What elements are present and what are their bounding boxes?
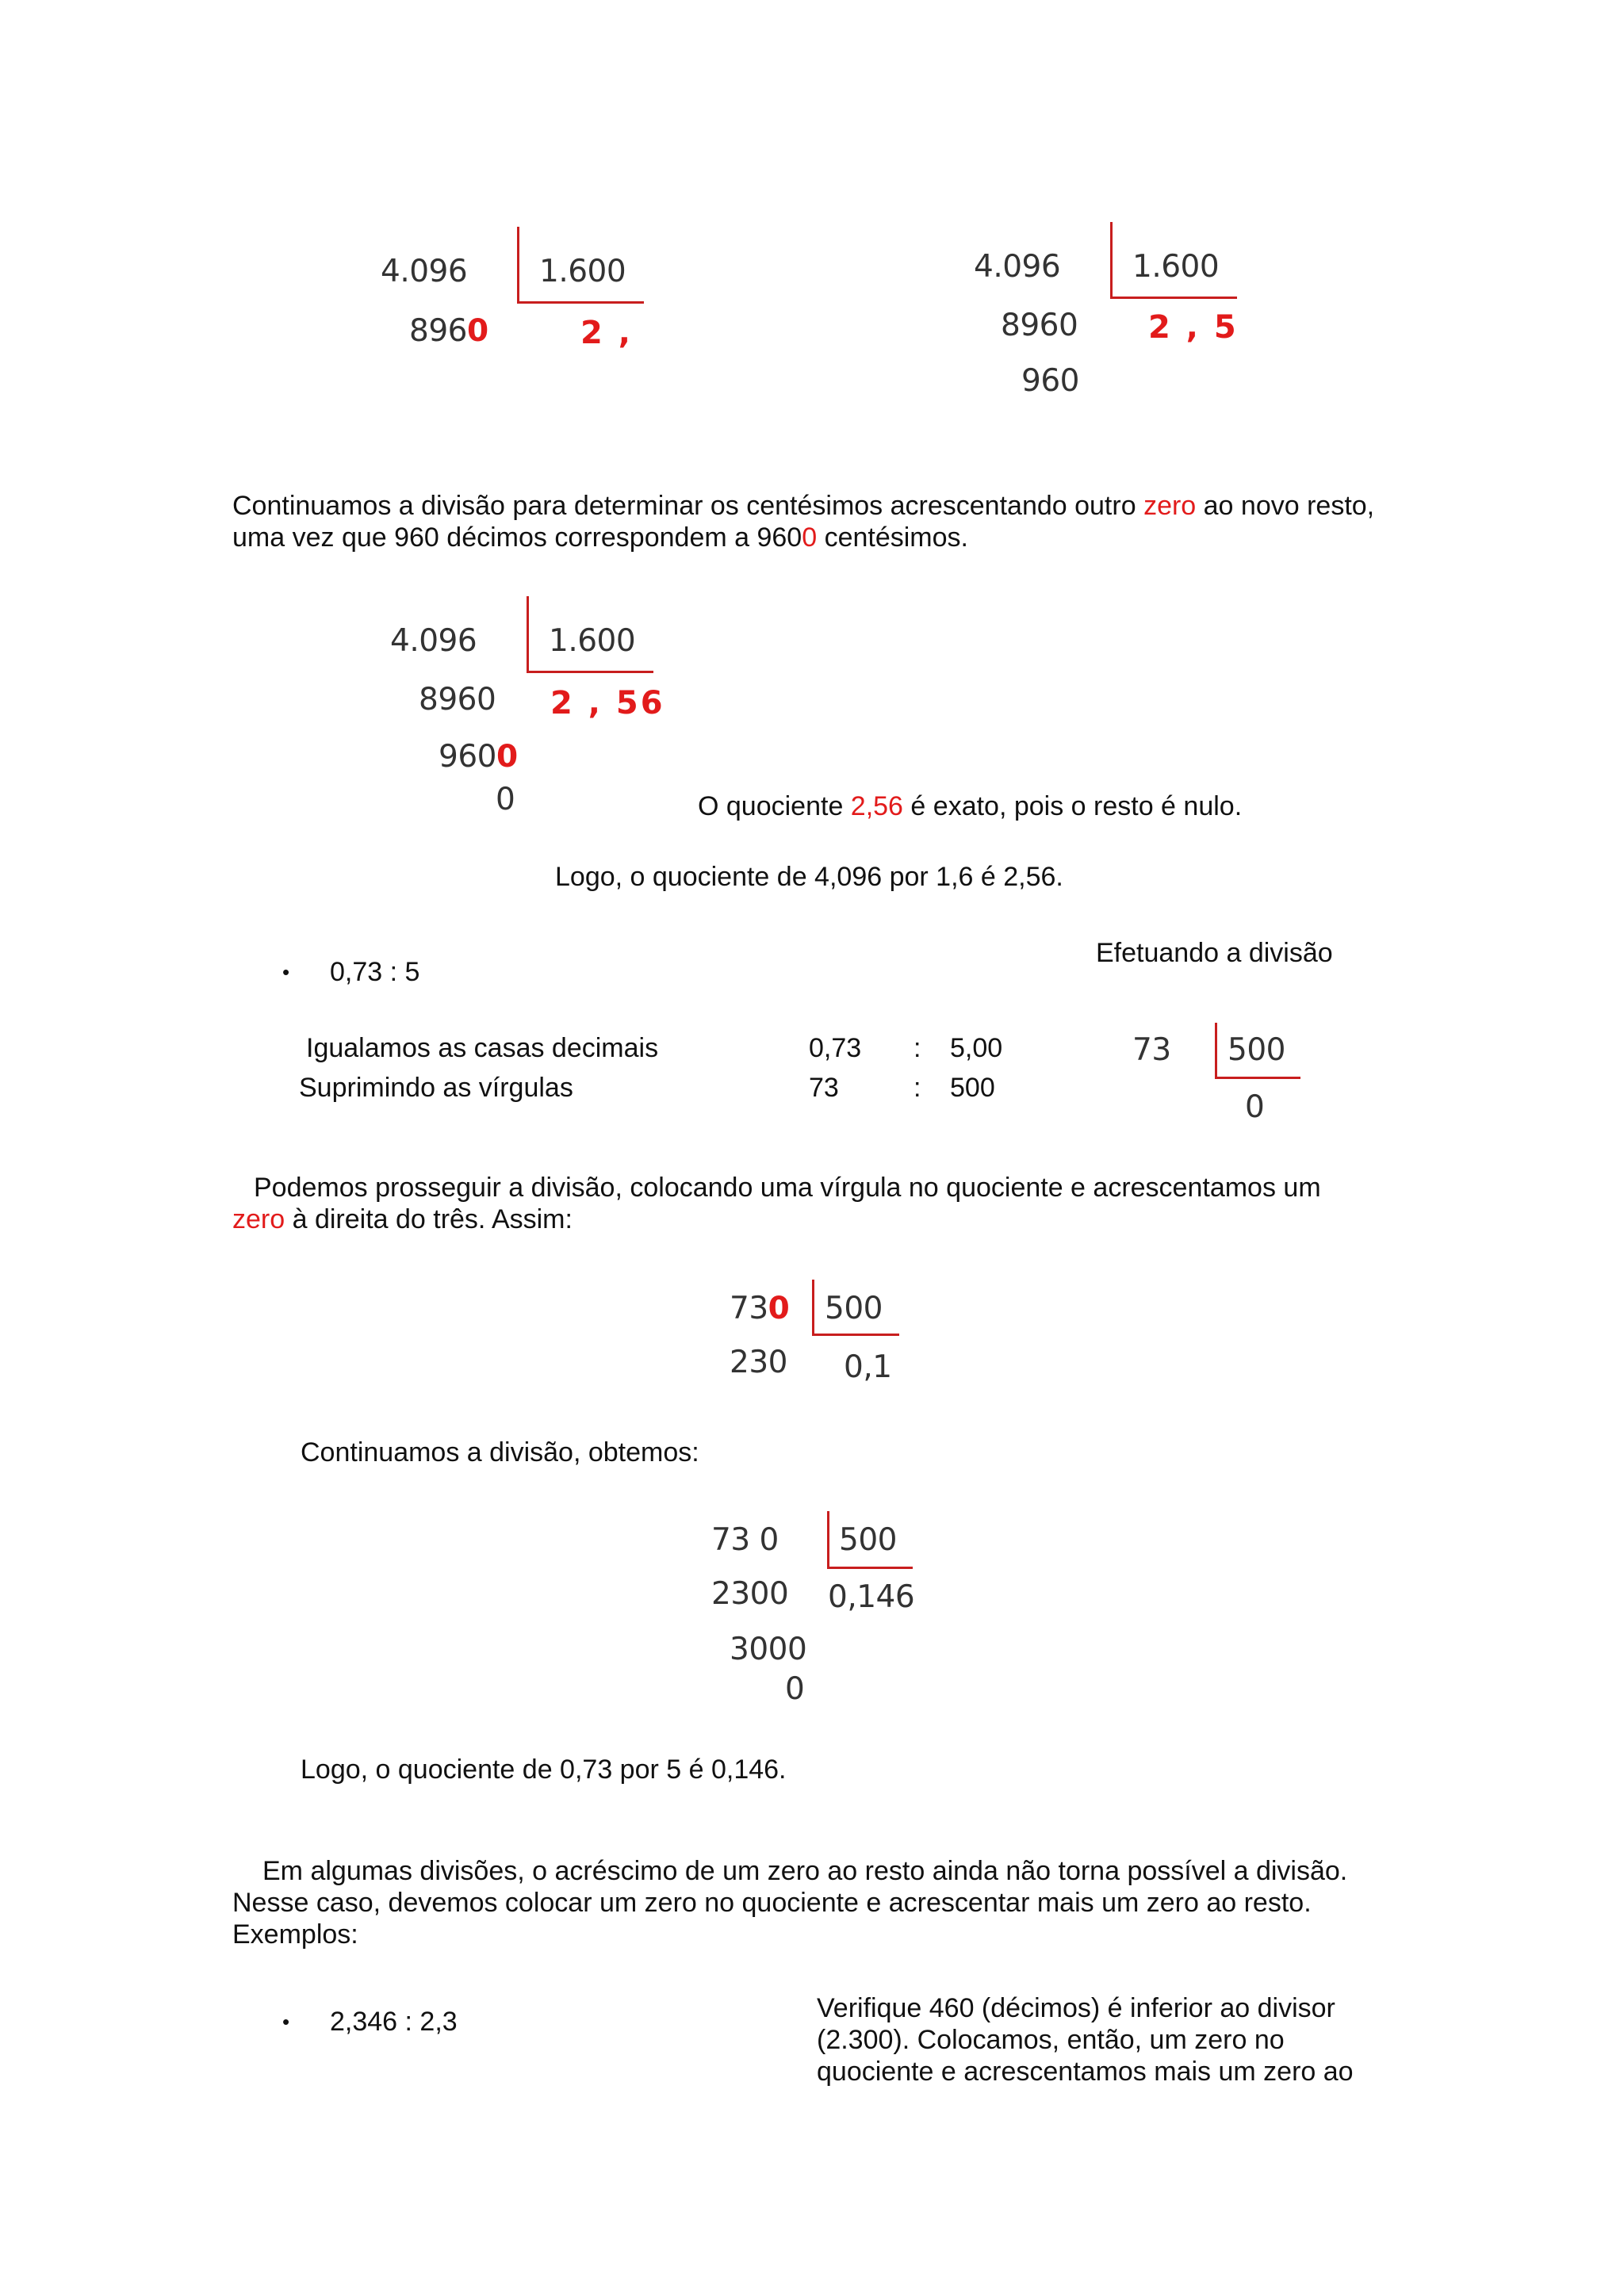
- table-cell-left: 0,73: [809, 1033, 862, 1063]
- dividend-digits: 73: [730, 1291, 768, 1326]
- bullet-icon: •: [282, 960, 290, 984]
- paragraph-line-3: quociente e acrescentamos mais um zero ao: [817, 2057, 1354, 2087]
- conclusion-line-1: Logo, o quociente de 4,096 por 1,6 é 2,56.: [555, 862, 1063, 892]
- added-zero: 0: [466, 313, 488, 349]
- table-cell-sep: :: [914, 1073, 921, 1103]
- added-zero: 0: [496, 739, 518, 775]
- paragraph-line-1: Em algumas divisões, o acréscimo de um zero ao resto ainda não torna possível a divisão.: [262, 1856, 1348, 1886]
- conclusion-line-2: Logo, o quociente de 0,73 por 5 é 0,146.: [301, 1755, 787, 1785]
- divisor: 500: [1228, 1032, 1285, 1068]
- table-row-label: Igualamos as casas decimais: [306, 1033, 659, 1063]
- remainder-row4: 0: [785, 1671, 805, 1707]
- remainder-row2: 8960: [1001, 308, 1078, 343]
- division-bar-vertical: [827, 1511, 829, 1568]
- paragraph-em-algumas: [232, 1855, 1422, 1950]
- paragraph-line-1: Podemos prosseguir a divisão, colocando uma vírgula no quociente e acrescentamos um: [254, 1173, 1321, 1203]
- division-bar-vertical: [1110, 222, 1113, 298]
- table-cell-right: 500: [950, 1073, 995, 1103]
- division-bar-horizontal: [1215, 1077, 1300, 1079]
- division-bar-vertical: [517, 227, 519, 303]
- remainder: 230: [730, 1345, 787, 1380]
- remainder-row2: 8960: [419, 682, 496, 718]
- efetuando-label: Efetuando a divisão: [1096, 938, 1333, 968]
- dividend: 73 0: [711, 1522, 779, 1558]
- dividend: [730, 1291, 789, 1327]
- quotient: 2 , 56: [550, 685, 665, 721]
- quotient: 2 , 5: [1148, 309, 1239, 346]
- quotient: 0,146: [828, 1579, 915, 1615]
- divisor: 500: [825, 1291, 883, 1326]
- remainder-row2: 2300: [711, 1576, 789, 1612]
- paragraph-line-1: Verifique 460 (décimos) é inferior ao divisor: [817, 1993, 1335, 2023]
- remainder: [409, 313, 488, 350]
- dividend: 4.096: [974, 249, 1061, 285]
- remainder-digits: 960: [439, 739, 496, 775]
- remainder-row3: [439, 739, 518, 775]
- added-zero: 0: [768, 1291, 790, 1326]
- quotient: 0,1: [844, 1349, 892, 1385]
- dividend: 4.096: [390, 623, 477, 659]
- paragraph-line-2: (2.300). Colocamos, então, um zero no: [817, 2025, 1285, 2055]
- division-bar-horizontal: [827, 1567, 913, 1569]
- division-bar-vertical: [527, 596, 529, 672]
- dividend: 73: [1132, 1032, 1171, 1068]
- remainder: 0: [1245, 1089, 1265, 1125]
- highlight-zero: zero: [232, 1204, 285, 1234]
- dividend: 4.096: [381, 254, 468, 289]
- paragraph-line-3: Exemplos:: [232, 1919, 358, 1950]
- division-bar-vertical: [812, 1280, 814, 1335]
- paragraph-line-2: Nesse caso, devemos colocar um zero no quociente e acrescentar mais um zero ao resto.: [232, 1888, 1312, 1918]
- paragraph-verifique: [817, 1992, 1419, 2087]
- note-quociente-exato: O quociente 2,56 é exato, pois o resto é nulo.: [698, 791, 1243, 821]
- divisor: 1.600: [539, 254, 626, 289]
- divisor: 500: [839, 1522, 897, 1558]
- division-bar-horizontal: [812, 1334, 899, 1336]
- division-bar-horizontal: [517, 301, 644, 304]
- paragraph-line-2: uma vez que 960 décimos correspondem a 9600 centésimos.: [232, 522, 968, 553]
- highlight-zero: zero: [1143, 491, 1197, 521]
- division-bar-vertical: [1215, 1023, 1217, 1078]
- remainder-row4: 0: [496, 782, 515, 817]
- list-item: 0,73 : 5: [330, 957, 420, 987]
- divisor: 1.600: [549, 623, 636, 659]
- division-bar-horizontal: [1110, 297, 1237, 299]
- table-cell-sep: :: [914, 1033, 921, 1063]
- paragraph-line-1: Continuamos a divisão para determinar os centésimos acrescentando outro zero ao novo resto,: [232, 491, 1375, 521]
- list-item: 2,346 : 2,3: [330, 2007, 458, 2037]
- division-bar-horizontal: [527, 671, 653, 673]
- table-cell-left: 73: [809, 1073, 839, 1103]
- quotient: 2 ,: [580, 315, 633, 351]
- divisor: 1.600: [1132, 249, 1220, 285]
- paragraph-line-2: zero à direita do três. Assim:: [232, 1204, 573, 1234]
- highlight-zero-digit: 0: [802, 522, 818, 553]
- remainder-row3: 960: [1021, 363, 1079, 399]
- highlight-quotient: 2,56: [850, 791, 903, 821]
- paragraph-prosseguir: [232, 1172, 1422, 1235]
- continuamos-label: Continuamos a divisão, obtemos:: [301, 1437, 699, 1468]
- remainder-digits: 896: [409, 313, 467, 349]
- paragraph-continuamos-centesimos: [232, 490, 1422, 553]
- table-row-label: Suprimindo as vírgulas: [299, 1073, 573, 1103]
- remainder-row3: 3000: [730, 1632, 807, 1667]
- bullet-icon: •: [282, 2010, 290, 2034]
- table-cell-right: 5,00: [950, 1033, 1003, 1063]
